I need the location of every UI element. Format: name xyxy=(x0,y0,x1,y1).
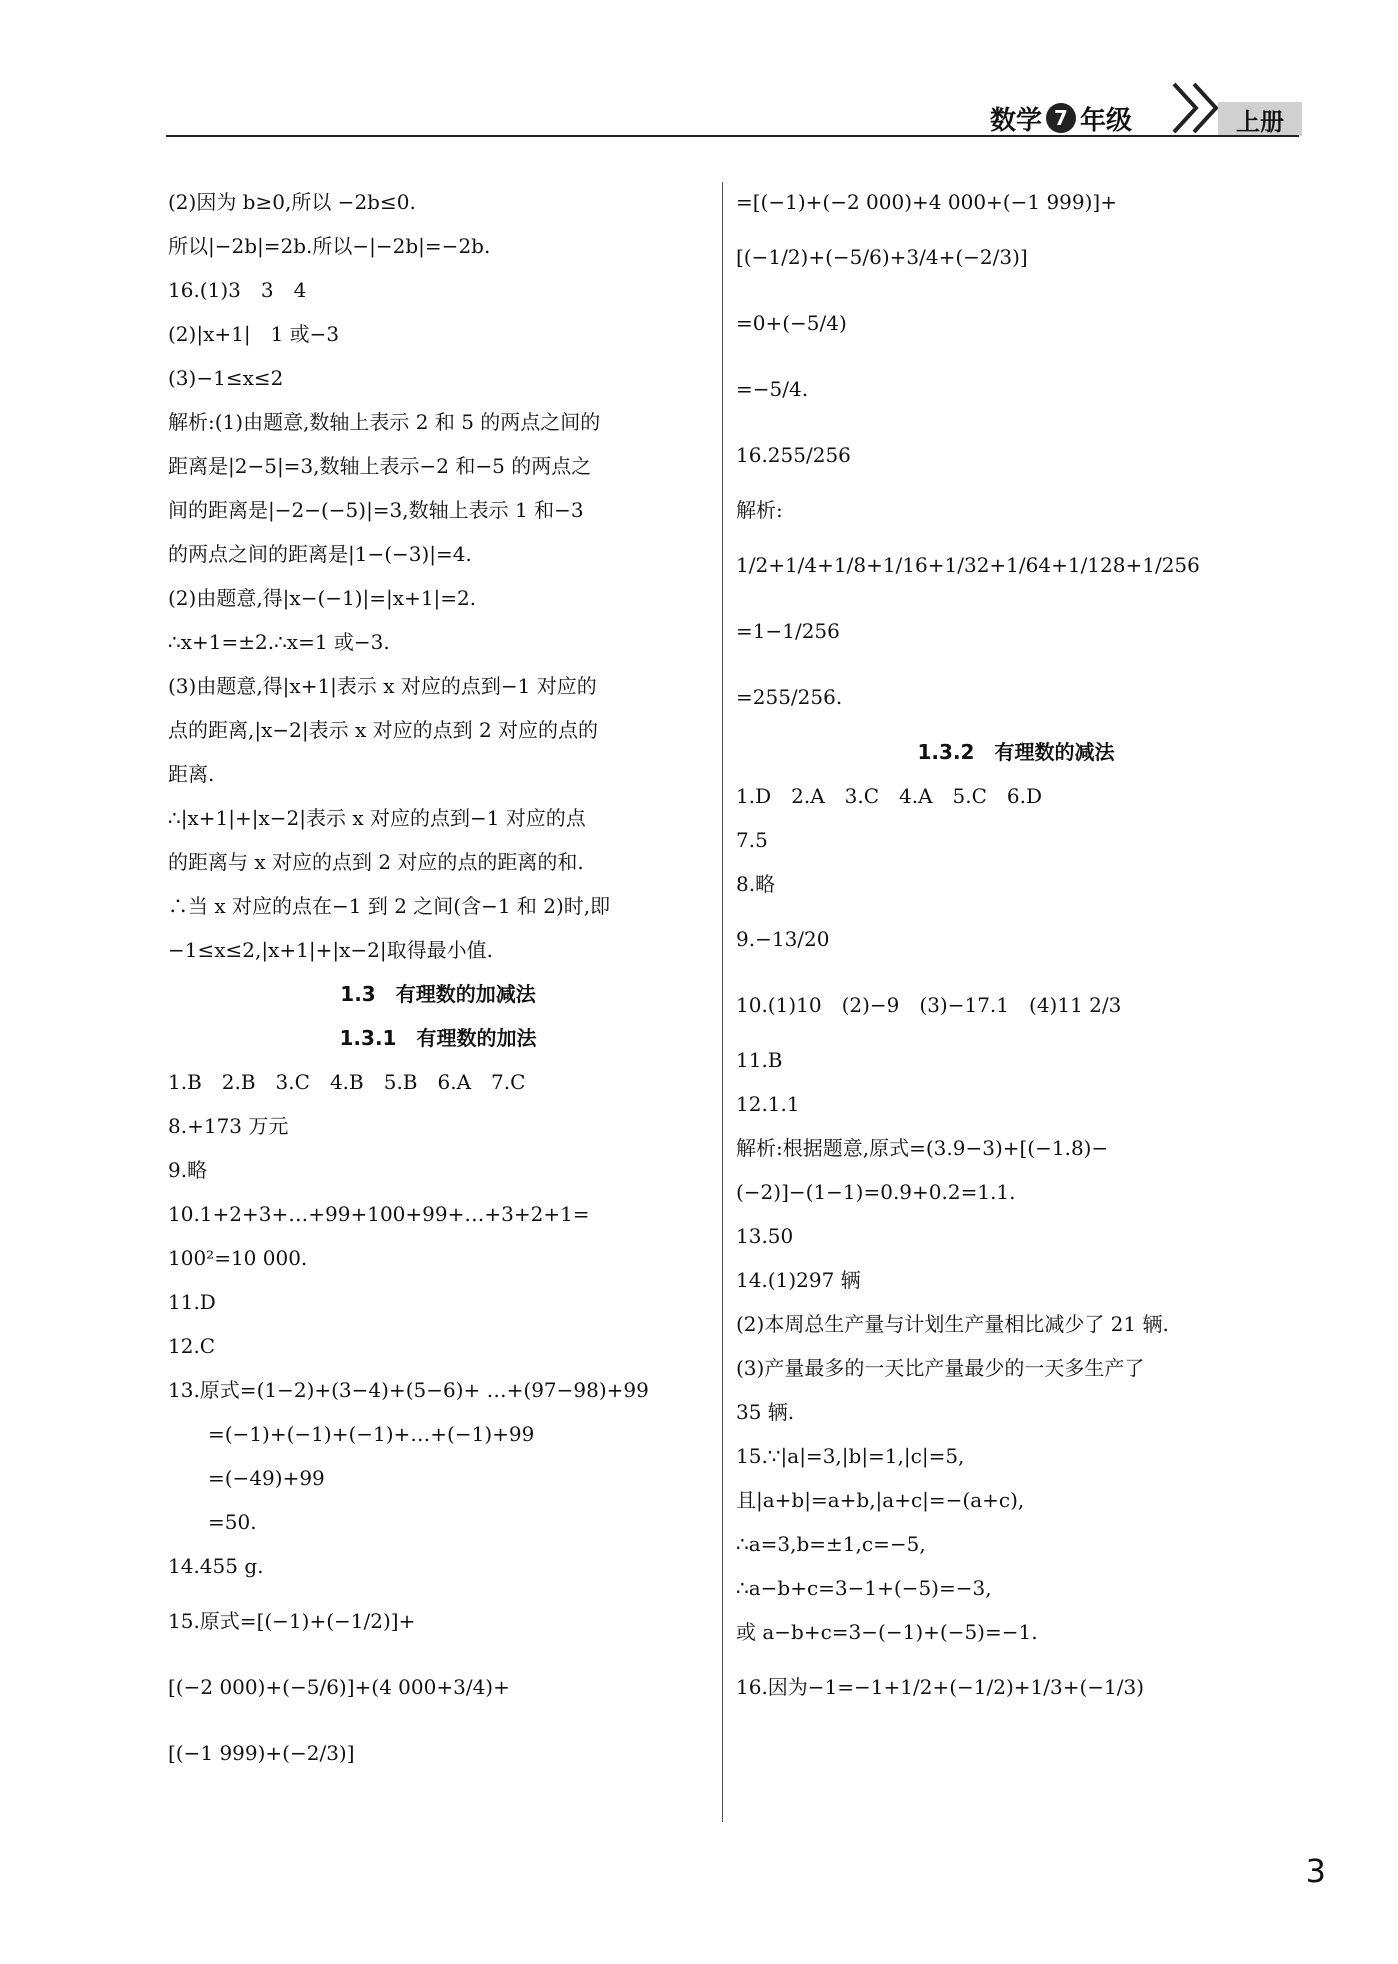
answer-line: (3)产量最多的一天比产量最少的一天多生产了 xyxy=(736,1356,1145,1380)
answer-line: 100²=10 000. xyxy=(168,1246,308,1270)
answer-line: [(−1 999)+(−2/3)] xyxy=(168,1741,355,1765)
right-column xyxy=(736,180,1296,1720)
answer-line: 14.(1)297 辆 xyxy=(736,1268,861,1292)
answer-line: [(−2 000)+(−5/6)]+(4 000+3/4)+ xyxy=(168,1675,510,1699)
answer-line: 的距离与 x 对应的点到 2 对应的点的距离的和. xyxy=(168,850,584,874)
section-heading: 1.3 有理数的加减法 xyxy=(340,982,536,1006)
column-divider xyxy=(722,182,723,1822)
answer-line: (2)因为 b≥0,所以 −2b≤0. xyxy=(168,190,416,214)
answer-line: 且|a+b|=a+b,|a+c|=−(a+c), xyxy=(736,1488,1025,1512)
left-column xyxy=(168,180,708,1786)
answer-line: =0+(−5/4) xyxy=(736,311,847,335)
answer-line: 解析:根据题意,原式=(3.9−3)+[(−1.8)− xyxy=(736,1136,1109,1160)
answer-line: (3)−1≤x≤2 xyxy=(168,366,284,390)
answer-line: ∴a−b+c=3−1+(−5)=−3, xyxy=(736,1576,992,1600)
answer-line: ∴|x+1|+|x−2|表示 x 对应的点到−1 对应的点 xyxy=(168,806,586,830)
answer-line: 所以|−2b|=2b.所以−|−2b|=−2b. xyxy=(168,234,491,258)
answer-line: 距离是|2−5|=3,数轴上表示−2 和−5 的两点之 xyxy=(168,454,592,478)
answer-line: 12.1.1 xyxy=(736,1092,800,1116)
page-number: 3 xyxy=(1305,1852,1326,1890)
answer-line: =1−1/256 xyxy=(736,619,840,643)
answer-line: 15.∵|a|=3,|b|=1,|c|=5, xyxy=(736,1444,965,1468)
answer-line: 1.D 2.A 3.C 4.A 5.C 6.D xyxy=(736,784,1043,808)
answer-line: 13.原式=(1−2)+(3−4)+(5−6)+ …+(97−98)+99 xyxy=(168,1378,649,1402)
grade-suffix: 年级 xyxy=(1080,105,1133,136)
answer-line: ∴x+1=±2.∴x=1 或−3. xyxy=(168,630,390,654)
answer-line: 8.+173 万元 xyxy=(168,1114,289,1138)
subject-label: 数学 xyxy=(990,105,1043,136)
answer-line: 1/2+1/4+1/8+1/16+1/32+1/64+1/128+1/256 xyxy=(736,553,1200,577)
answer-line: 9.−13/20 xyxy=(736,927,830,951)
answer-line: 16.因为−1=−1+1/2+(−1/2)+1/3+(−1/3) xyxy=(736,1675,1145,1699)
answer-line: =255/256. xyxy=(736,685,843,709)
answer-line: 16.255/256 xyxy=(736,443,851,467)
answer-line: (2)本周总生产量与计划生产量相比减少了 21 辆. xyxy=(736,1312,1169,1336)
answer-line: (2)由题意,得|x−(−1)|=|x+1|=2. xyxy=(168,586,477,610)
answer-line: 解析: xyxy=(736,498,783,522)
answer-line: =[(−1)+(−2 000)+4 000+(−1 999)]+ xyxy=(736,190,1117,214)
answer-line: 11.B xyxy=(736,1048,783,1072)
subsection-heading: 1.3.2 有理数的减法 xyxy=(917,740,1115,764)
grade-badge: 7 xyxy=(1046,103,1076,133)
answer-line: 13.50 xyxy=(736,1224,794,1248)
answer-line: 点的距离,|x−2|表示 x 对应的点到 2 对应的点的 xyxy=(168,718,599,742)
answer-line: =50. xyxy=(168,1510,257,1534)
answer-line: 12.C xyxy=(168,1334,216,1358)
answer-line: 14.455 g. xyxy=(168,1554,264,1578)
answer-line: 15.原式=[(−1)+(−1/2)]+ xyxy=(168,1609,416,1633)
page-header xyxy=(990,98,1132,138)
answer-line: 的两点之间的距离是|1−(−3)|=4. xyxy=(168,542,472,566)
answer-line: 距离. xyxy=(168,762,215,786)
answer-line: (2)|x+1| 1 或−3 xyxy=(168,322,340,346)
answer-line: 解析:(1)由题意,数轴上表示 2 和 5 的两点之间的 xyxy=(168,410,601,434)
answer-line: =−5/4. xyxy=(736,377,809,401)
answer-line: −1≤x≤2,|x+1|+|x−2|取得最小值. xyxy=(168,938,493,962)
answer-line: =(−49)+99 xyxy=(168,1466,325,1490)
header-rule xyxy=(166,135,1299,137)
answer-line: 16.(1)3 3 4 xyxy=(168,278,307,302)
answer-line: 8.略 xyxy=(736,872,776,896)
answer-line: [(−1/2)+(−5/6)+3/4+(−2/3)] xyxy=(736,245,1028,269)
answer-line: 35 辆. xyxy=(736,1400,795,1424)
answer-line: 10.1+2+3+…+99+100+99+…+3+2+1= xyxy=(168,1202,590,1226)
answer-line: 或 a−b+c=3−(−1)+(−5)=−1. xyxy=(736,1620,1038,1644)
answer-line: =(−1)+(−1)+(−1)+…+(−1)+99 xyxy=(168,1422,535,1446)
subsection-heading: 1.3.1 有理数的加法 xyxy=(339,1026,537,1050)
answer-line: 11.D xyxy=(168,1290,216,1314)
answer-line: 10.(1)10 (2)−9 (3)−17.1 (4)11 2/3 xyxy=(736,993,1122,1017)
answer-line: ∴当 x 对应的点在−1 到 2 之间(含−1 和 2)时,即 xyxy=(168,894,611,918)
answer-line: 1.B 2.B 3.C 4.B 5.B 6.A 7.C xyxy=(168,1070,526,1094)
answer-line: 7.5 xyxy=(736,828,768,852)
answer-line: (3)由题意,得|x+1|表示 x 对应的点到−1 对应的 xyxy=(168,674,597,698)
volume-badge: 上册 xyxy=(1218,102,1302,136)
answer-line: (−2)]−(1−1)=0.9+0.2=1.1. xyxy=(736,1180,1016,1204)
answer-line: ∴a=3,b=±1,c=−5, xyxy=(736,1532,926,1556)
answer-line: 间的距离是|−2−(−5)|=3,数轴上表示 1 和−3 xyxy=(168,498,584,522)
answer-line: 9.略 xyxy=(168,1158,208,1182)
